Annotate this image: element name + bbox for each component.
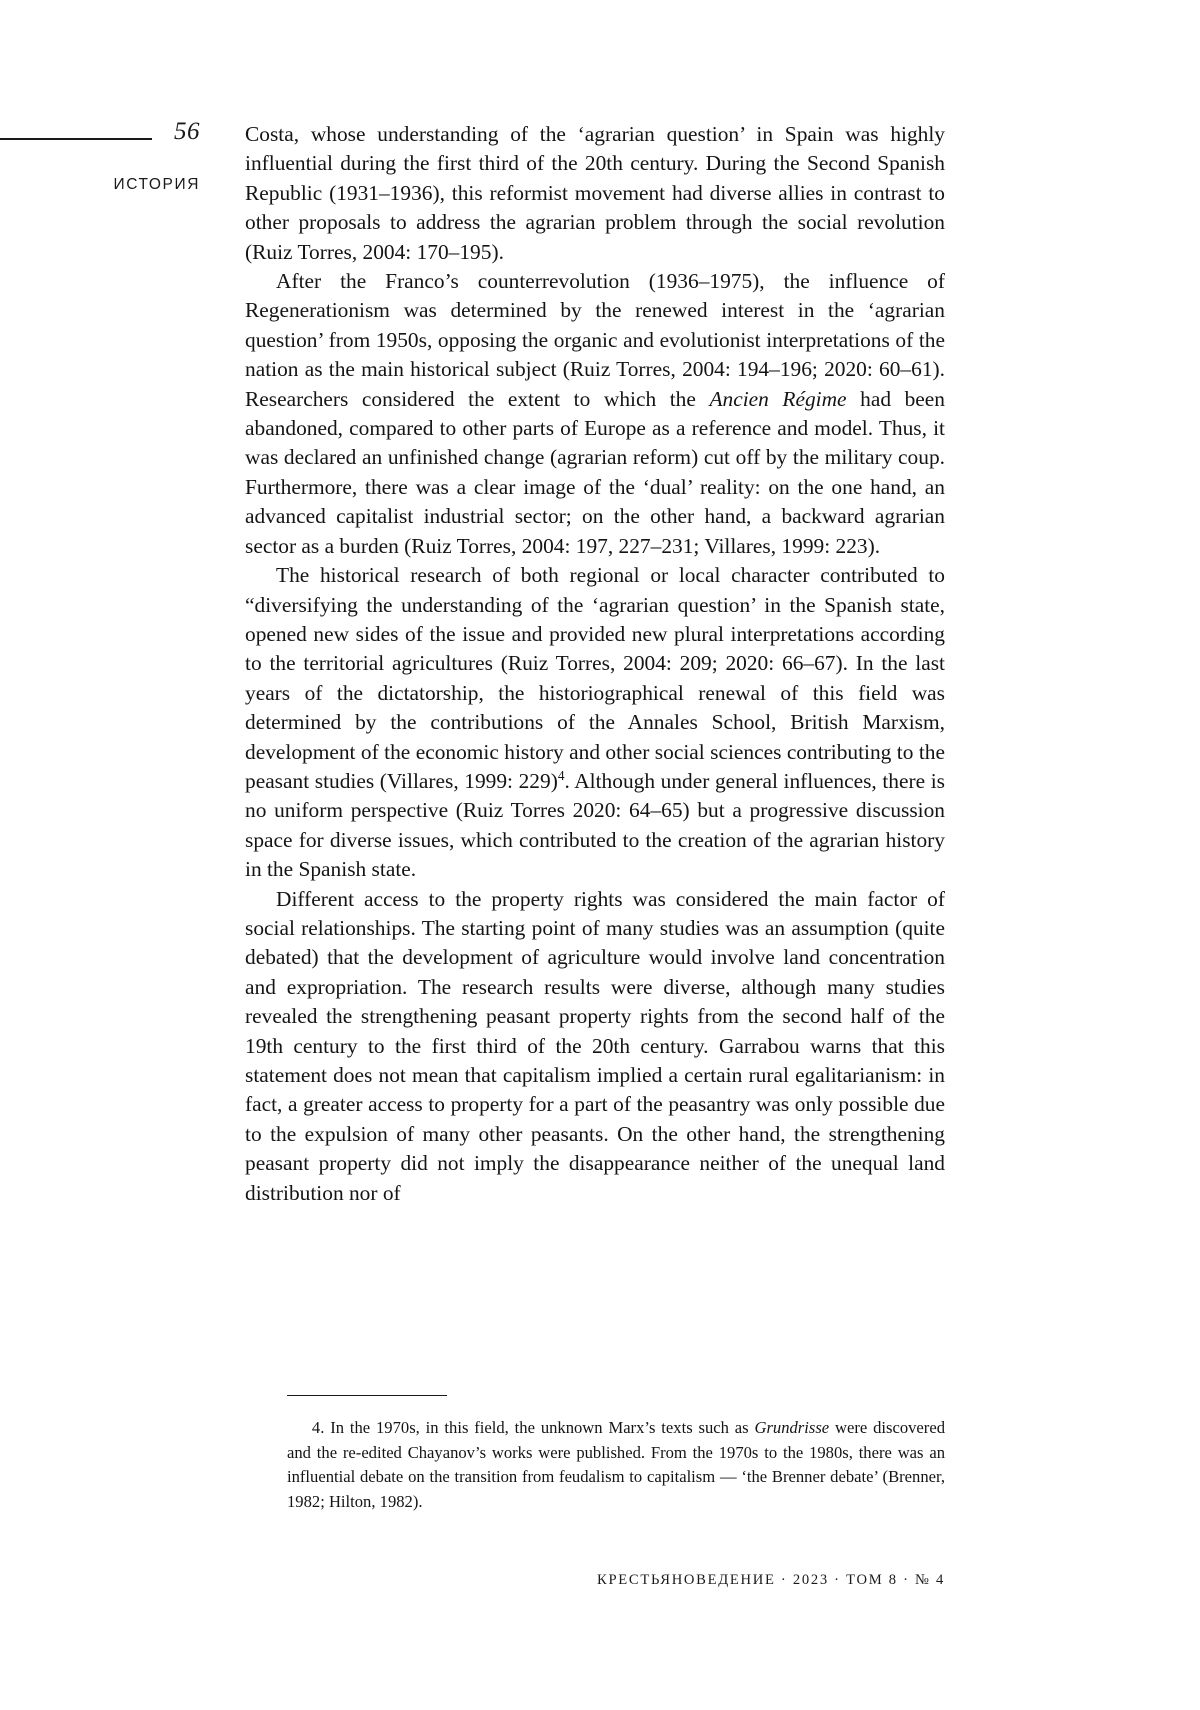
footnote-italic-title: Grundrisse bbox=[754, 1418, 830, 1438]
paragraph-2-italic-term: Ancien Régime bbox=[709, 386, 847, 411]
footnote-number: 4. bbox=[311, 1418, 325, 1438]
footnote-reference-4[interactable]: 4 bbox=[557, 767, 565, 783]
running-footer: КРЕСТЬЯНОВЕДЕНИЕ · 2023 · ТОМ 8 · № 4 bbox=[597, 1572, 945, 1588]
footnote-4 bbox=[287, 1416, 945, 1514]
margin-rule bbox=[0, 138, 152, 140]
paragraph-2-tail: had been abandoned, compared to other parts of Europe as a reference and model. Thus, it was declared an unfinished change (agrarian reform) cut off by the military coup. Furthermore, there was a clear image of the ‘dual’ reality: on the one hand, an advanced capitalist industrial sector; on the other hand, a backward agrarian sector as a burden (Ruiz Torres, 2004: 197, 227–231; Villares, 1999: 223). bbox=[245, 386, 945, 558]
footnote-separator-rule bbox=[287, 1395, 447, 1396]
paragraph-2 bbox=[245, 267, 945, 561]
page-number: 56 bbox=[174, 118, 200, 145]
footnote-text-before: In the 1970s, in this field, the unknown Marx’s texts such as bbox=[324, 1418, 755, 1438]
text-column bbox=[245, 120, 945, 1208]
footnote-area bbox=[245, 1395, 945, 1514]
paragraph-1: Costa, whose understanding of the ‘agrarian question’ in Spain was highly influential during the first third of the 20th century. During the Second Spanish Republic (1931–1936), this reformist movement had diverse allies in contrast to other proposals to address the agrarian problem through the social revolution (Ruiz Torres, 2004: 170–195). bbox=[245, 122, 945, 264]
paragraph-3 bbox=[245, 561, 945, 884]
footnote-text-after: were discovered and the re-edited Chayanov’s works were published. From the 1970s to the 1980s, there was an influential debate on the transition from feudalism to capitalism — ‘the Brenner debate’ (Brenner, 1982; Hilton, 1982). bbox=[287, 1418, 945, 1511]
paragraph-4: Different access to the property rights was considered the main factor of social relationships. The starting point of many studies was an assumption (quite debated) that the development of agriculture would involve land concentration and expropriation. The research results were diverse, although many studies revealed the strengthening peasant property rights from the second half of the 19th century to the first third of the 20th century. Garrabou warns that this statement does not mean that capitalism implied a certain rural egalitarianism: in fact, a greater access to property for a part of the peasantry was only possible due to the expulsion of many other peasants. On the other hand, the strengthening peasant property did not imply the disappearance neither of the unequal land distribution nor of bbox=[245, 886, 945, 1205]
section-rubric: ИСТОРИЯ bbox=[113, 176, 200, 193]
paragraph-3-tail: . Although under general influences, there is no uniform perspective (Ruiz Torres 2020: 64–65) but a progressive discussion space for diverse issues, which contributed to the creation of the agrarian history in the Spanish state. bbox=[245, 768, 945, 882]
paragraph-2-lead: After the Franco’s counterrevolution (1936–1975), the influence of Regenerationism was determined by the renewed interest in the ‘agrarian question’ from 1950s, opposing the organic and evolutionist interpretations of the nation as the main historical subject (Ruiz Torres, 2004: 194–196; 2020: 60–61). Researchers considered the extent to which the bbox=[245, 269, 945, 411]
paragraph-3-lead: The historical research of both regional or local character contributed to “diversifying the understanding of the ‘agrarian question’ in the Spanish state, opened new sides of the issue and provided new plural interpretations according to the territorial agricultures (Ruiz Torres, 2004: 209; 2020: 66–67). In the last years of the dictatorship, the historiographical renewal of this field was determined by the contributions of the Annales School, British Marxism, development of the economic history and other social sciences contributing to the peasant studies (Villares, 1999: 229) bbox=[245, 563, 945, 793]
